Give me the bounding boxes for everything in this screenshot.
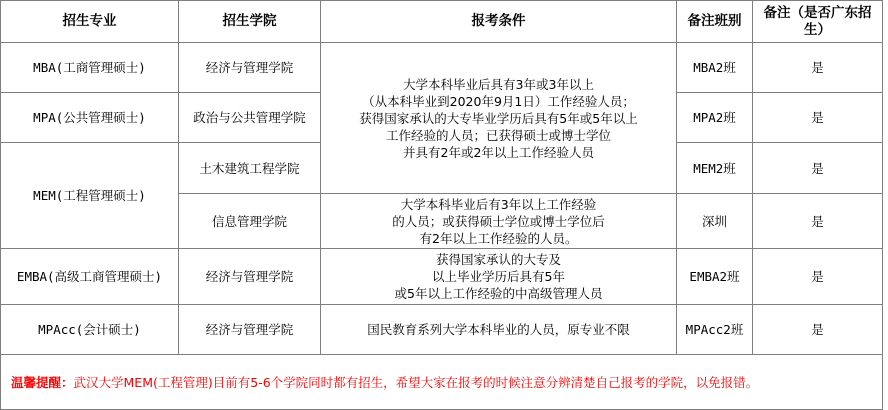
class-cell: MPAcc2班 xyxy=(677,305,753,355)
guangdong-cell: 是 xyxy=(753,249,883,305)
college-cell: 土木建筑工程学院 xyxy=(179,143,321,194)
program-cell: MBA(工商管理硕士) xyxy=(1,43,179,93)
tip-row xyxy=(1,355,883,410)
guangdong-cell: 是 xyxy=(753,93,883,143)
conditions-cell: 国民教育系列大学本科毕业的人员，原专业不限 xyxy=(321,305,677,355)
college-cell: 经济与管理学院 xyxy=(179,305,321,355)
header-college: 招生学院 xyxy=(179,1,321,43)
program-cell: MPAcc(会计硕士) xyxy=(1,305,179,355)
program-cell: MEM(工程管理硕士) xyxy=(1,143,179,249)
conditions-cell: 大学本科毕业后具有3年或3年以上 （从本科毕业到2020年9月1日）工作经验人员； 获得国家承认的大专毕业学历后具有5年或5年以上 工作经验的人员；已获得硕士或博士学位 并具有2年或2年以上工作经验人员 xyxy=(321,43,677,194)
class-cell: EMBA2班 xyxy=(677,249,753,305)
college-cell: 经济与管理学院 xyxy=(179,249,321,305)
guangdong-cell: 是 xyxy=(753,43,883,93)
header-program: 招生专业 xyxy=(1,1,179,43)
table-row-mba xyxy=(1,43,883,93)
program-cell: MPA(公共管理硕士) xyxy=(1,93,179,143)
tip-cell xyxy=(1,355,883,410)
tip-label: 温馨提醒： xyxy=(11,374,74,390)
college-cell: 政治与公共管理学院 xyxy=(179,93,321,143)
guangdong-cell: 是 xyxy=(753,305,883,355)
college-cell: 经济与管理学院 xyxy=(179,43,321,93)
class-cell: 深圳 xyxy=(677,194,753,249)
conditions-cell: 大学本科毕业后有3年以上工作经验 的人员；或获得硕士学位或博士学位后 有2年以上工作经验的人员。 xyxy=(321,194,677,249)
header-class: 备注班别 xyxy=(677,1,753,43)
guangdong-cell: 是 xyxy=(753,143,883,194)
program-cell: EMBA(高级工商管理硕士) xyxy=(1,249,179,305)
class-cell: MPA2班 xyxy=(677,93,753,143)
header-row xyxy=(1,1,883,43)
class-cell: MEM2班 xyxy=(677,143,753,194)
tip-text: 武汉大学MEM(工程管理)目前有5-6个学院同时都有招生，希望大家在报考的时候注意分辨清楚自己报考的学院，以免报错。 xyxy=(73,374,759,390)
conditions-cell: 获得国家承认的大专及 以上毕业学历后具有5年 或5年以上工作经验的中高级管理人员 xyxy=(321,249,677,305)
table-row-emba xyxy=(1,249,883,305)
header-conditions: 报考条件 xyxy=(321,1,677,43)
header-guangdong: 备注（是否广东招生） xyxy=(753,1,883,43)
college-cell: 信息管理学院 xyxy=(179,194,321,249)
table-row-mpacc xyxy=(1,305,883,355)
class-cell: MBA2班 xyxy=(677,43,753,93)
guangdong-cell: 是 xyxy=(753,194,883,249)
